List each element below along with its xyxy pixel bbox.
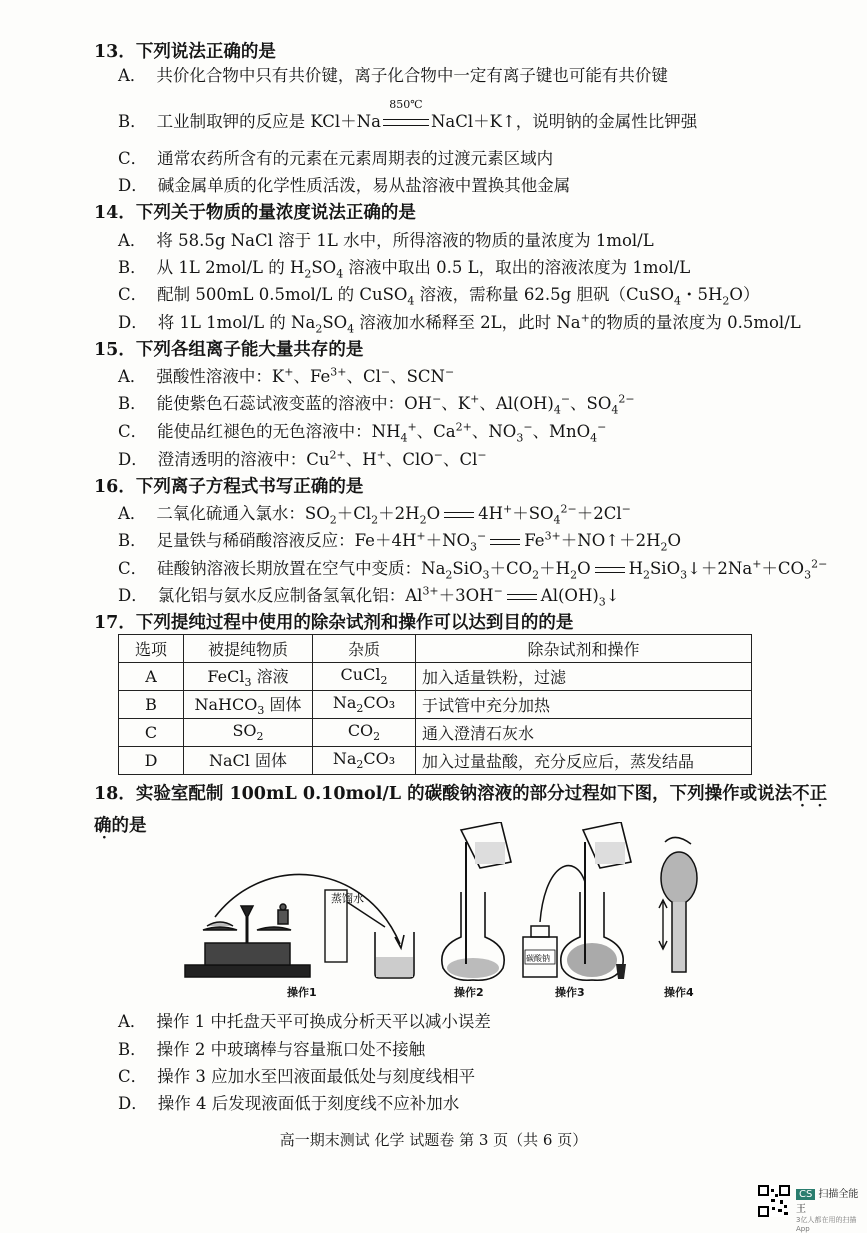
cell-impurity: $Na_2CO_3$ [313,691,416,719]
question-17-stem: 17．下列提纯过程中使用的除杂试剂和操作可以达到目的的是 [94,613,574,633]
q15-option-b: B． 能使紫色石蕊试液变蓝的溶液中：OH−、K+、$Al(OH)_4^-$、$SO_4^{2-}$ [118,392,635,417]
q14-option-a: A． 将 58.5g NaCl 溶于 1L 水中，所得溶液的物质的量浓度为 1mol/L [118,231,654,250]
q18-option-d: D． 操作 4 后发现液面低于刻度线不应补加水 [118,1094,460,1113]
table-row [119,691,752,719]
q13-option-c: C． 通常农药所含有的元素在元素周期表的过渡元素区域内 [118,149,554,168]
cell-operation: 于试管中充分加热 [416,691,752,719]
experiment-figure [175,822,715,1011]
table-row [119,719,752,747]
header-operation: 除杂试剂和操作 [416,635,752,663]
table-row [119,747,752,775]
svg-text:碳酸钠: 碳酸钠 [526,954,550,963]
q13-option-a: A． 共价化合物中只有共价键，离子化合物中一定有离子键也可能有共价键 [118,66,668,85]
q18-option-a: A． 操作 1 中托盘天平可换成分析天平以减小误差 [118,1012,491,1031]
equals-sign [444,512,474,518]
header-option: 选项 [119,635,184,663]
q16-option-c: C． 硅酸钠溶液长期放置在空气中变质：$Na_2SiO_3+CO_2+H_2O$ $H_2SiO_3↓+2Na^++CO_3^{2-}$ [118,557,828,582]
cell-option: B [119,691,184,719]
volumetric-flask-icon [442,822,511,980]
question-13-stem: 13．下列说法正确的是 [94,42,276,62]
water-label: 蒸馏水 [331,892,364,905]
cell-operation: 加入过量盐酸，充分反应后，蒸发结晶 [416,747,752,775]
q15-option-a: A． 强酸性溶液中：K+、$Fe^{3+}$、Cl−、SCN− [118,365,455,386]
equals-sign [595,567,625,573]
inverted-flask-icon [659,837,697,972]
q16-option-a: A． 二氧化硫通入氯水：$SO_2+Cl_2+2H_2O$ $4H^++SO_4^{2-}+2Cl^-$ [118,502,631,527]
header-impurity: 杂质 [313,635,416,663]
reagent-bottle-icon [523,926,557,977]
equals-sign [507,594,537,600]
cell-impurity: $Na_2CO_3$ [313,747,416,775]
equals-sign [490,539,520,545]
question-16-stem: 16．下列离子方程式书写正确的是 [94,477,364,497]
cell-substance: NaCl 固体 [184,747,313,775]
op2-label: 操作2 [454,986,484,999]
cell-option: D [119,747,184,775]
header-substance: 被提纯物质 [184,635,313,663]
cell-substance: FeCl$_3$ 溶液 [184,663,313,691]
question-18-stem-cont: 确的是 [94,816,147,836]
cell-impurity: $CO_2$ [313,719,416,747]
q14-option-c: C． 配制 500mL 0.5mol/L 的 CuSO$_4$ 溶液，需称量 62.5g 胆矾（CuSO$_4$・$5H_2O$） [118,285,760,308]
q18-option-c: C． 操作 3 应加水至凹液面最低处与刻度线相平 [118,1067,476,1086]
table-row [119,663,752,691]
question-14-stem: 14．下列关于物质的量浓度说法正确的是 [94,203,416,223]
table-header-row [119,635,752,663]
page-footer: 高一期末测试 化学 试题卷 第 3 页（共 6 页） [279,1131,588,1149]
lab-apparatus-drawing [175,822,715,1007]
q16-option-d: D． 氯化铝与氨水反应制备氢氧化铝：$Al^{3+}+3OH^-$ $Al(OH)_3↓$ [118,584,620,609]
scanner-watermark: CS 扫描全能王 3亿人都在用的扫描App [796,1189,859,1233]
q14-option-b: B． 从 1L 2mol/L 的 $H_2SO_4$ 溶液中取出 0.5 L，取出的溶液浓度为 1mol/L [118,258,691,281]
op4-label: 操作4 [664,986,694,999]
qr-code-icon [758,1185,790,1217]
question-15-stem: 15．下列各组离子能大量共存的是 [94,340,364,360]
op3-label: 操作3 [555,986,585,999]
question-18-stem: 18．实验室配制 100mL 0.10mol/L 的碳酸钠溶液的部分过程如下图，下列操作或说法不正 [94,784,828,804]
q15-option-d: D． 澄清透明的溶液中：$Cu^{2+}$、H+、ClO−、Cl− [118,448,487,469]
cell-impurity: CuCl$_2$ [313,663,416,691]
cell-option: A [119,663,184,691]
balance-icon [185,904,310,977]
cell-option: C [119,719,184,747]
cell-substance: $SO_2$ [184,719,313,747]
q16-option-b: B． 足量铁与稀硝酸溶液反应：$Fe+4H^++NO_3^-$ $Fe^{3+}+NO↑+2H_2O$ [118,529,681,554]
cs-logo-icon: CS [796,1189,815,1200]
cell-operation: 加入适量铁粉，过滤 [416,663,752,691]
reaction-condition: 850℃ [383,112,429,131]
volumetric-flask-icon [561,822,631,980]
q13-option-d: D． 碱金属单质的化学性质活泼，易从盐溶液中置换其他金属 [118,176,571,195]
purification-table [118,634,752,775]
q14-option-d: D． 将 1L 1mol/L 的 $Na_2SO_4$ 溶液加水稀释至 2L，此时 Na+的物质的量浓度为 0.5mol/L [118,311,801,336]
cell-substance: NaHCO$_3$ 固体 [184,691,313,719]
cell-operation: 通入澄清石灰水 [416,719,752,747]
op1-label: 操作1 [287,986,317,999]
q13-option-b: B． 工业制取钾的反应是 KCl＋Na 850℃ NaCl＋K↑，说明钠的金属性比钾强 [118,98,698,131]
q18-option-b: B． 操作 2 中玻璃棒与容量瓶口处不接触 [118,1040,426,1059]
q15-option-c: C． 能使品红褪色的无色溶液中：$NH_4^+$、$Ca^{2+}$、$NO_3^-$、MnO$_4$− [118,420,607,445]
